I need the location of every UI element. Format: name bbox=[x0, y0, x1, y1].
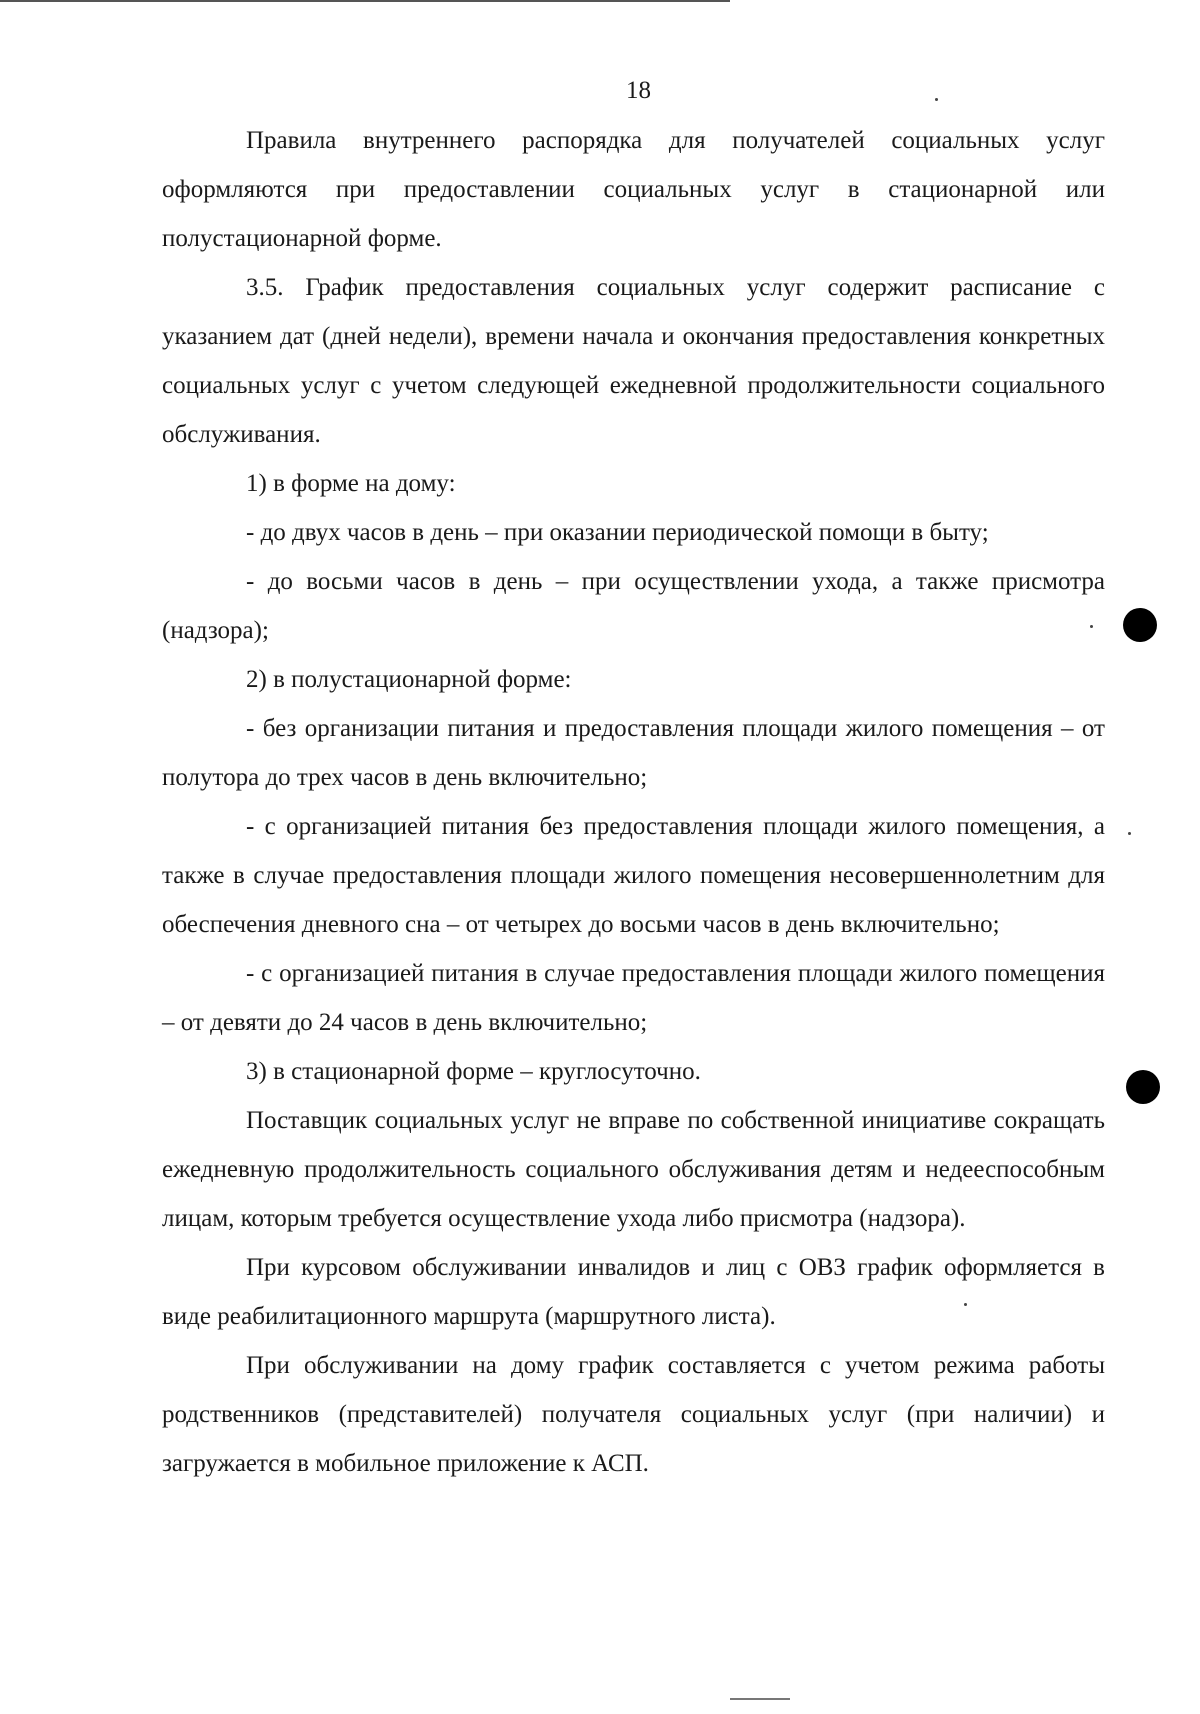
punch-hole bbox=[1126, 1070, 1160, 1104]
paragraph: При курсовом обслуживании инвалидов и лиц с ОВЗ график оформляется в виде реабилитационного маршрута (маршрутного листа). bbox=[162, 1254, 1105, 1330]
scan-speck bbox=[1128, 832, 1131, 835]
document-page bbox=[162, 70, 1105, 1488]
paragraph: При обслуживании на дому график составляется с учетом режима работы родственников (представителей) получателя социальных услуг (при наличии) и загружается в мобильное приложение к АСП. bbox=[162, 1352, 1105, 1477]
list-item: 1) в форме на дому: bbox=[246, 470, 456, 497]
scan-top-edge bbox=[0, 0, 730, 2]
list-item: 2) в полустационарной форме: bbox=[246, 666, 572, 693]
list-item: - с организацией питания в случае предоставления площади жилого помещения – от девяти до 24 часов в день включительно; bbox=[162, 960, 1105, 1036]
page-number: 18 bbox=[626, 77, 651, 104]
punch-hole bbox=[1123, 608, 1157, 642]
list-item: 3) в стационарной форме – круглосуточно. bbox=[246, 1058, 701, 1085]
list-item: - до двух часов в день – при оказании периодической помощи в быту; bbox=[246, 519, 989, 546]
paragraph: Правила внутреннего распорядка для получателей социальных услуг оформляются при предоставлении социальных услуг в стационарной или полустационарной форме. bbox=[162, 127, 1105, 252]
list-item: - с организацией питания без предоставления площади жилого помещения, а также в случае предоставления площади жилого помещения несовершеннолетним для обеспечения дневного сна – от четырех до восьми часов в день включительно; bbox=[162, 813, 1105, 938]
list-item: - до восьми часов в день – при осуществлении ухода, а также присмотра (надзора); bbox=[162, 568, 1105, 644]
paragraph: 3.5. График предоставления социальных услуг содержит расписание с указанием дат (дней недели), времени начала и окончания предоставления конкретных социальных услуг с учетом следующей ежедневной продолжительности социального обслуживания. bbox=[162, 274, 1105, 448]
scan-bottom-edge bbox=[730, 1698, 790, 1700]
paragraph: Поставщик социальных услуг не вправе по собственной инициативе сокращать ежедневную продолжительность социального обслуживания детям и недееспособным лицам, которым требуется осуществление ухода либо присмотра (надзора). bbox=[162, 1107, 1105, 1232]
list-item: - без организации питания и предоставления площади жилого помещения – от полутора до трех часов в день включительно; bbox=[162, 715, 1105, 791]
